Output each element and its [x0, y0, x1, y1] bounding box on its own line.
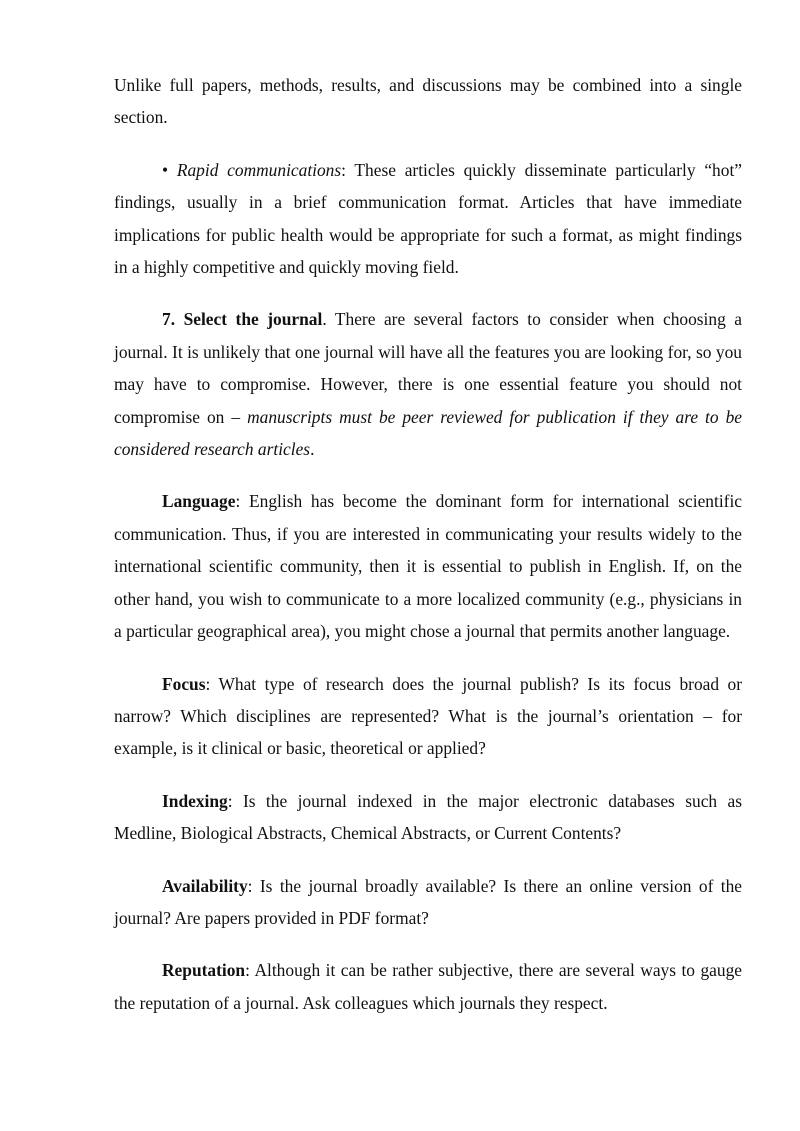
- paragraph-rapid-communications: [114, 154, 742, 284]
- heading-focus: Focus: [162, 673, 206, 694]
- paragraph-select-journal: [114, 303, 742, 465]
- heading-availability: Availability: [162, 875, 248, 896]
- heading-reputation: Reputation: [162, 960, 246, 981]
- paragraph-reputation: [114, 954, 742, 1019]
- paragraph-language: [114, 485, 742, 647]
- paragraph-text: : What type of research does the journal publish? Is its focus broad or narrow? Which disciplines are represented? What is the journal’s orientation – for example, is it clinical or basic, theoretical or applied?: [114, 673, 742, 759]
- paragraph-combined-sections: [114, 69, 742, 134]
- paragraph-indexing: [114, 785, 742, 850]
- paragraph-availability: [114, 870, 742, 935]
- paragraph-focus: [114, 668, 742, 765]
- paragraph-text: . There are several factors to consider when choosing a journal. It is unlikely that one journal will have all the features you are looking for, so you may have to compromise. However, there is one essential feature you should not compromise on –: [114, 309, 743, 427]
- paragraph-text: : Is the journal indexed in the major electronic databases such as Medline, Biological Abstracts, Chemical Abstracts, or Current Contents?: [114, 790, 742, 844]
- paragraph-text: : Although it can be rather subjective, there are several ways to gauge the reputation of a journal. Ask colleagues which journals they respect.: [114, 960, 742, 1013]
- paragraph-text: Unlike full papers, methods, results, and discussions may be combined into a single section.: [114, 75, 742, 128]
- paragraph-end: .: [310, 439, 315, 460]
- emphasis-peer-review: manuscripts must be peer reviewed for publication if they are to be considered research articles: [114, 406, 742, 460]
- term-rapid-communications: Rapid communications: [176, 159, 342, 180]
- heading-language: Language: [162, 491, 236, 512]
- heading-select-journal: 7. Select the journal: [162, 309, 323, 330]
- paragraph-text: : English has become the dominant form for international scientific communication. Thus, if you are interested in communicating your results widely to the international scientific community, then it is essential to publish in English. If, on the other hand, you wish to communicate to a more localized community (e.g., physicians in a particular geographical area), you might chose a journal that permits another language.: [114, 491, 742, 642]
- paragraph-text: : Is the journal broadly available? Is there an online version of the journal? Are papers provided in PDF format?: [114, 875, 742, 928]
- heading-indexing: Indexing: [162, 790, 228, 811]
- paragraph-text: : These articles quickly disseminate particularly “hot” findings, usually in a brief communication format. Articles that have immediate implications for public health would be appropriate for such a format, as might findings in a highly competitive and quickly moving field.: [114, 159, 742, 278]
- bullet: •: [162, 159, 169, 180]
